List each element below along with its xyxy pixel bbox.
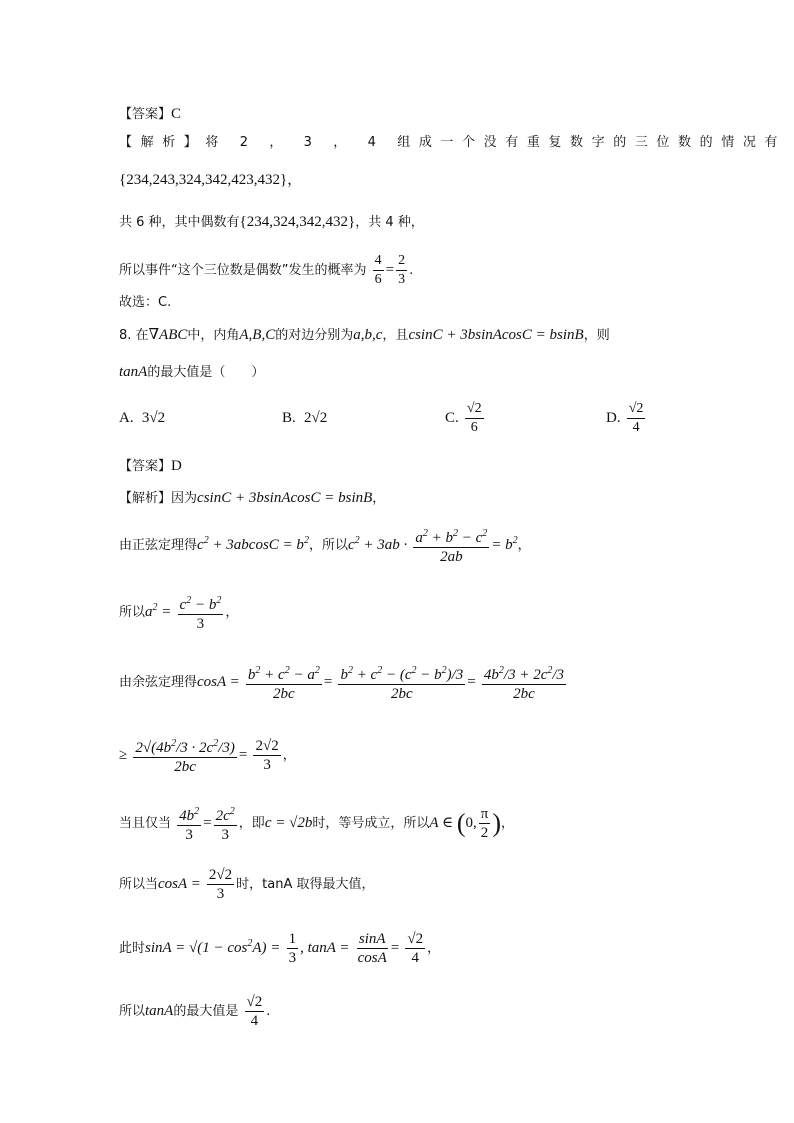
text: ，共 4 种， bbox=[355, 215, 424, 230]
q8-analysis-s7: 所以当cosA = $\frac{2√2}{3}$ 时，tanA 取得最大值， bbox=[119, 867, 375, 902]
answer-value: D bbox=[171, 458, 182, 474]
text: 共 6 种，其中偶数有 bbox=[119, 215, 240, 230]
q8-answer bbox=[119, 456, 182, 477]
q8-analysis-s4: 由余弦定理得cosA = $\frac{b^2 + c^2 - a^2}{2bc}$ = $\frac{b^2 + c^2 - (c^2 - b^2)/3}{2bc}$ = $\frac{4b^2/3 + 2c^2/3}{2bc}$ bbox=[119, 662, 568, 703]
text: 故选：C. bbox=[119, 295, 172, 310]
option-b: B. 2√2 bbox=[282, 410, 328, 426]
q8-analysis-s3: 所以$a^2$ = $\frac{c^2 - b^2}{3}$ ， bbox=[119, 592, 238, 633]
fraction: $\frac{2}{3}$ bbox=[398, 253, 406, 287]
q7-analysis-line1 bbox=[119, 133, 786, 153]
option-a: A. 3√2 bbox=[119, 410, 166, 426]
option-c: C. $\frac{√2}{6}$ bbox=[445, 401, 482, 435]
q7-answer bbox=[119, 104, 181, 125]
option-d: D. $\frac{√2}{4}$ bbox=[606, 401, 644, 435]
set-all: {234,243,324,342,423,432}， bbox=[119, 172, 303, 188]
q8-analysis-s5: ≥ $\frac{2√(4b^2/3 \cdot 2c^2/3)}{2bc}$ = $\frac{2√2}{3}$ ， bbox=[119, 735, 296, 776]
q7-even-count bbox=[119, 212, 424, 233]
q7-probability: 所以事件“这个三位数是偶数”发生的概率为 $\frac{4}{6}$ = $\frac{2}{3}$ . bbox=[119, 253, 414, 287]
answer-label: 【答案】 bbox=[119, 107, 172, 122]
analysis-text: 将 2 ， 3 ， 4 组成一个没有重复数字的三位数的情况有 bbox=[205, 135, 787, 150]
q8-analysis-s9: 所以tanA的最大值是 $\frac{√2}{4}$ . bbox=[119, 994, 271, 1029]
set-even: {234,324,342,432} bbox=[239, 214, 356, 230]
question-number: 8. bbox=[119, 328, 132, 343]
answer-value: C bbox=[171, 106, 182, 122]
q8-stem-line1: 8. 在∇ABC中，内角A,B,C的对边分别为a,b,c，且csinC + 3bsinAcosC = bsinB，则 bbox=[119, 327, 610, 343]
answer-label: 【答案】 bbox=[119, 459, 172, 474]
q8-analysis-s6: 当且仅当 $\frac{4b^2}{3}$ = $\frac{2c^2}{3}$ ，即c = √2b时，等号成立，所以A ∈ (0, $\frac{\pi}{2}$ )， bbox=[119, 803, 514, 844]
q8-stem-line2: tanA的最大值是（ ） bbox=[119, 364, 265, 380]
fraction: $\frac{4}{6}$ bbox=[374, 253, 382, 287]
q7-set-all bbox=[119, 170, 302, 191]
q8-analysis-s8: 此时$\sin A = √(1 - \cos^2A)$ = $\frac{1}{3}$ , tanA = $\frac{\sin A}{\cos A}$ = $\frac{√2}{4}$ ， bbox=[119, 931, 441, 966]
analysis-label: 【解析】 bbox=[119, 135, 206, 150]
q8-analysis-s1: 【解析】因为csinC + 3bsinAcosC = bsinB， bbox=[119, 490, 386, 506]
q7-choice bbox=[119, 293, 171, 313]
text: 所以事件“这个三位数是偶数”发生的概率为 bbox=[119, 263, 367, 278]
q8-analysis-s2: 由正弦定理得$c^2 + 3abcosC = b^2$，所以$c^2 + 3ab$ · $\frac{a^2 + b^2 - c^2}{2ab}$ = $b^2$， bbox=[119, 525, 531, 566]
